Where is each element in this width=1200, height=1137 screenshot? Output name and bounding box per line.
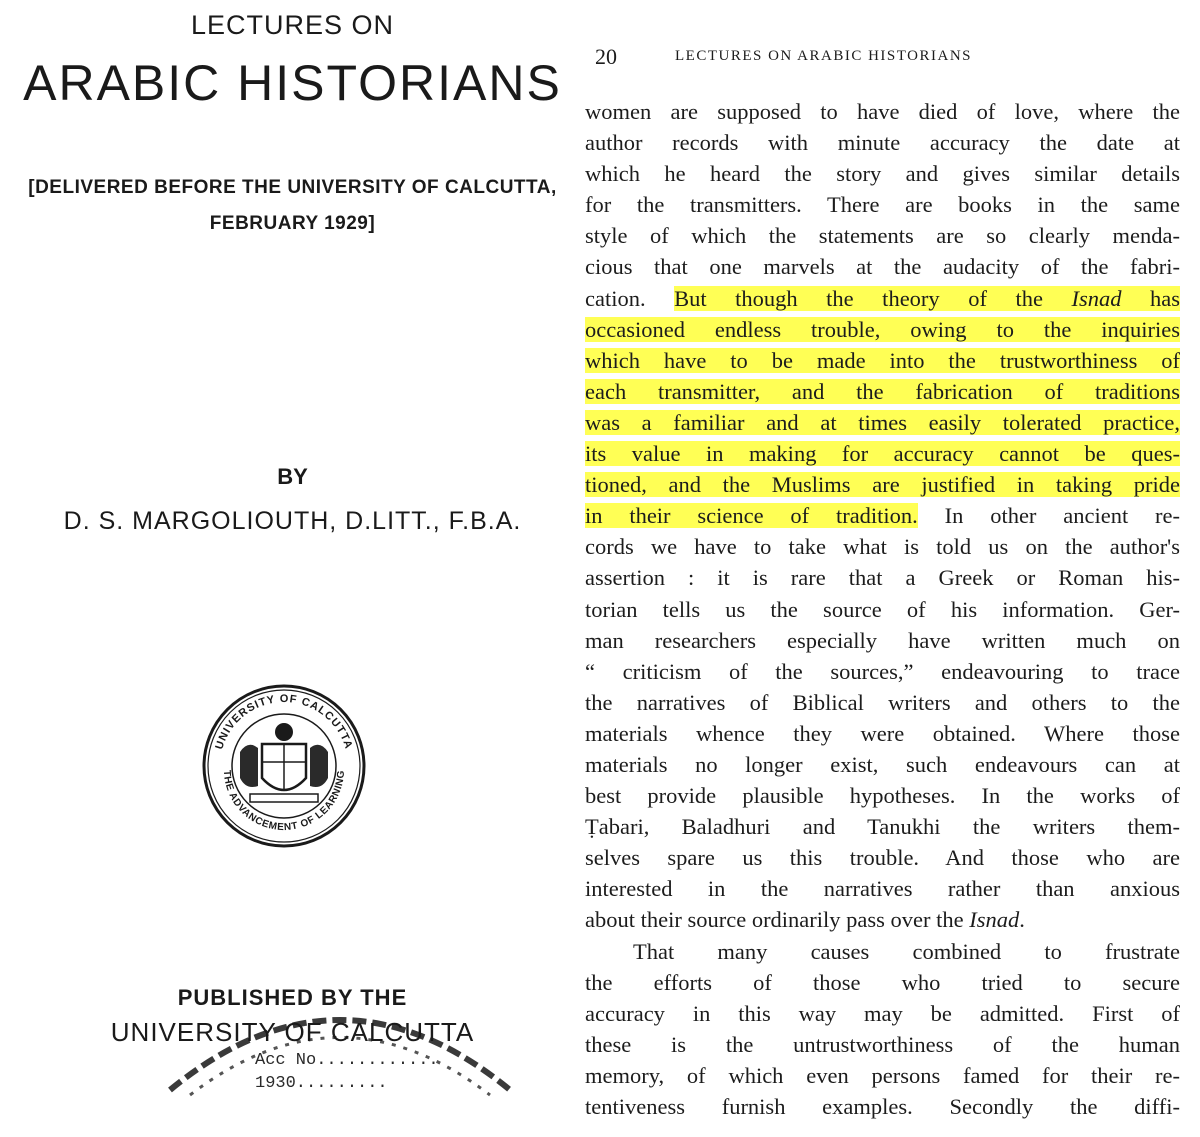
text-line-segment: the efforts of those who tried to secure xyxy=(585,969,1180,995)
text-line-segment: accuracy in this way may be admitted. First of xyxy=(585,1000,1180,1026)
text-line xyxy=(585,96,1180,127)
highlighted-passage: tioned, and the Muslims are justified in taking pride xyxy=(585,472,1180,498)
text-line-segment: these is the untrustworthiness of the human xyxy=(585,1031,1180,1057)
text-line-segment: assertion : it is rare that a Greek or Roman his- xyxy=(585,565,1180,591)
text-line xyxy=(585,407,1180,438)
text-line xyxy=(585,656,1180,687)
text-line-segment: author records with minute accuracy the date at xyxy=(585,130,1180,156)
text-line-segment: In other ancient re- xyxy=(917,503,1180,529)
text-line xyxy=(585,283,1180,314)
accession-number: Acc No............ xyxy=(255,1051,439,1070)
text-line-segment: materials no longer exist, such endeavours can at xyxy=(585,751,1180,777)
by-label: BY xyxy=(277,464,308,489)
university-seal-icon xyxy=(200,682,368,850)
text-line-segment: cation. xyxy=(585,285,675,311)
text-line-segment: torian tells us the source of his information. Ger- xyxy=(585,596,1180,622)
text-line xyxy=(585,687,1180,718)
text-line xyxy=(585,1091,1180,1122)
text-page xyxy=(585,0,1185,1137)
highlighted-passage: occasioned endless trouble, owing to the inquiries xyxy=(585,316,1180,342)
text-line xyxy=(585,251,1180,282)
text-line xyxy=(585,936,1180,967)
text-line xyxy=(585,967,1180,998)
delivery-note-line-2: FEBRUARY 1929] xyxy=(209,213,376,235)
text-line-segment: “ criticism of the sources,” endeavouring to trace xyxy=(585,658,1180,684)
text-line xyxy=(585,718,1180,749)
text-line xyxy=(585,562,1180,593)
seal-text-top: UNIVERSITY OF CALCUTTA xyxy=(213,692,355,751)
text-line xyxy=(585,1029,1180,1060)
text-line xyxy=(585,873,1180,904)
text-line-segment: interested in the narratives rather than anxious xyxy=(585,876,1180,902)
highlighted-passage: But though the theory of the Isnad has xyxy=(674,285,1180,311)
text-line-segment: man researchers especially have written much on xyxy=(585,627,1180,653)
text-line-segment: for the transmitters. There are books in the same xyxy=(585,192,1180,218)
text-line xyxy=(585,749,1180,780)
text-line xyxy=(585,314,1180,345)
text-line xyxy=(585,376,1180,407)
text-line-segment: style of which the statements are so clearly menda- xyxy=(585,223,1180,249)
text-line xyxy=(585,531,1180,562)
text-line xyxy=(585,158,1180,189)
highlighted-passage: in their science of tradition. xyxy=(585,503,918,529)
delivery-note xyxy=(0,170,585,242)
text-line xyxy=(585,594,1180,625)
text-line-segment: That many causes combined to frustrate xyxy=(633,938,1180,964)
text-line xyxy=(585,438,1180,469)
text-line xyxy=(585,780,1180,811)
accession-stamp xyxy=(255,1050,439,1096)
text-line-segment: cords we have to take what is told us on the author's xyxy=(585,534,1180,560)
text-line-segment: best provide plausible hypotheses. In the works of xyxy=(585,783,1180,809)
text-line xyxy=(585,842,1180,873)
seal-text-bottom: THE ADVANCEMENT OF LEARNING xyxy=(220,769,348,834)
book-title-prefix: LECTURES ON xyxy=(190,10,395,40)
highlighted-passage: each transmitter, and the fabrication of traditions xyxy=(585,378,1180,404)
text-line-segment: materials whence they were obtained. Where those xyxy=(585,720,1180,746)
accession-year: 1930......... xyxy=(255,1073,388,1093)
book-title: ARABIC HISTORIANS xyxy=(23,55,562,111)
text-line-segment: which he heard the story and gives similar details xyxy=(585,161,1180,187)
page-number: 20 xyxy=(595,44,617,69)
text-line xyxy=(585,904,1180,935)
text-line-segment: tentiveness furnish examples. Secondly the diffi- xyxy=(585,1094,1180,1119)
title-page xyxy=(0,0,585,1137)
text-line xyxy=(585,220,1180,251)
text-line xyxy=(585,625,1180,656)
text-line xyxy=(585,811,1180,842)
text-line xyxy=(585,500,1180,531)
publisher-line-1: PUBLISHED BY THE xyxy=(177,985,408,1010)
delivery-note-line-1: [DELIVERED BEFORE THE UNIVERSITY OF CALCUTTA, xyxy=(28,177,557,198)
text-line xyxy=(585,189,1180,220)
highlighted-passage: was a familiar and at times easily tolerated practice, xyxy=(585,409,1180,435)
text-line xyxy=(585,345,1180,376)
body-text xyxy=(585,96,1180,1122)
publisher-block xyxy=(0,985,585,1048)
text-line-segment: cious that one marvels at the audacity of the fabri- xyxy=(585,254,1180,280)
text-line-segment: about their source ordinarily pass over the Isnad. xyxy=(585,907,1025,933)
text-line-segment: selves spare us this trouble. And those who are xyxy=(585,845,1180,871)
publisher-line-2: UNIVERSITY OF CALCUTTA xyxy=(110,1017,475,1047)
author-name: D. S. MARGOLIOUTH, D.LITT., F.B.A. xyxy=(63,507,522,535)
highlighted-passage: its value in making for accuracy cannot be ques- xyxy=(585,441,1180,467)
running-title: LECTURES ON ARABIC HISTORIANS xyxy=(675,48,972,64)
text-line xyxy=(585,998,1180,1029)
text-line-segment: Ṭabari, Baladhuri and Tanukhi the writers them- xyxy=(585,814,1180,840)
text-line-segment: women are supposed to have died of love, where the xyxy=(585,99,1180,124)
text-line xyxy=(585,1060,1180,1091)
text-line-segment: memory, of which even persons famed for their re- xyxy=(585,1062,1180,1088)
highlighted-passage: which have to be made into the trustworthiness of xyxy=(585,347,1180,373)
text-line-segment: the narratives of Biblical writers and others to the xyxy=(585,689,1180,715)
text-line xyxy=(585,469,1180,500)
text-line xyxy=(585,127,1180,158)
